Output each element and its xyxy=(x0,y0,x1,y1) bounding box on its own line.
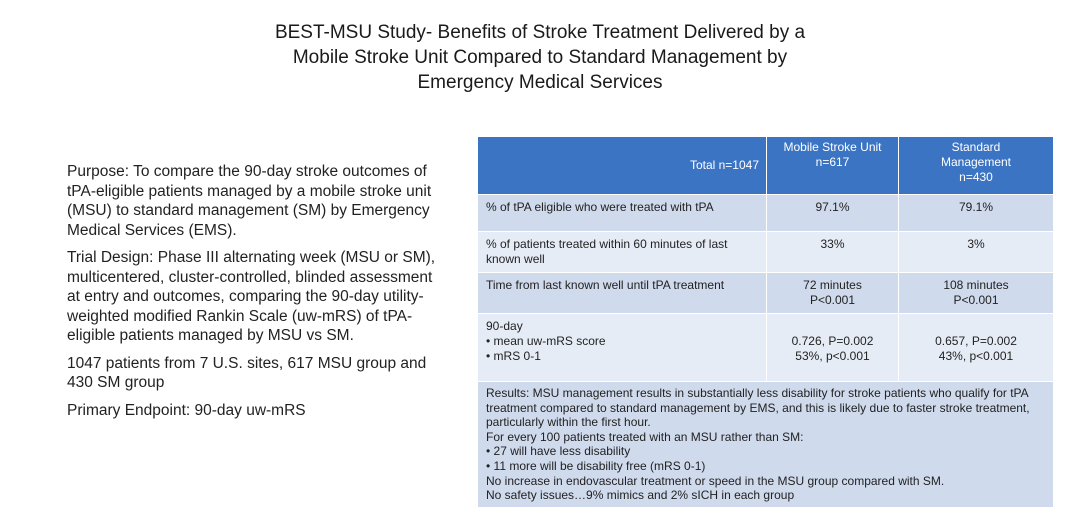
table-header-row xyxy=(478,137,1054,195)
msu-value: 33% xyxy=(767,232,899,273)
row-label: 90-day • mean uw-mRS score • mRS 0-1 xyxy=(478,314,767,382)
sm-value: 79.1% xyxy=(899,195,1054,232)
purpose-text: Purpose: To compare the 90-day stroke outcomes of tPA-eligible patients managed by a mobile stroke unit (MSU) to standard management (SM) by Emergency Medical Services (EMS). xyxy=(67,163,432,239)
results-text: Results: MSU management results in substantially less disability for stroke patients who qualify for tPA treatment compared to standard management by EMS, and this is likely due to faster stroke treatment, particularly within the first hour. For every 100 patients treated with an MSU rather than SM: • 27 will have less disability • 11 more will be disability free (mRS 0-1) No increase in endovascular treatment or speed in the MSU group compared with SM. No safety issues…9% mimics and 2% sICH in each group xyxy=(478,382,1054,508)
sm-value: 3% xyxy=(899,232,1054,273)
msu-value: 0.726, P=0.002 53%, p<0.001 xyxy=(767,314,899,382)
sm-value: 0.657, P=0.002 43%, p<0.001 xyxy=(899,314,1054,382)
patients-text: 1047 patients from 7 U.S. sites, 617 MSU group and 430 SM group xyxy=(67,354,427,391)
title-line-3: Emergency Medical Services xyxy=(417,72,663,93)
row-label: % of tPA eligible who were treated with tPA xyxy=(478,195,767,232)
table-row xyxy=(478,314,1054,382)
header-msu: Mobile Stroke Unit n=617 xyxy=(767,137,899,195)
table-row xyxy=(478,232,1054,273)
results-table xyxy=(477,136,1054,508)
msu-value: 97.1% xyxy=(767,195,899,232)
results-row xyxy=(478,382,1054,508)
header-sm: Standard Management n=430 xyxy=(899,137,1054,195)
sm-value: 108 minutes P<0.001 xyxy=(899,273,1054,314)
table-row xyxy=(478,195,1054,232)
slide-title xyxy=(160,20,920,95)
msu-value: 72 minutes P<0.001 xyxy=(767,273,899,314)
title-line-1: BEST-MSU Study- Benefits of Stroke Treatment Delivered by a xyxy=(274,22,806,43)
header-total: Total n=1047 xyxy=(478,137,767,195)
title-line-2: Mobile Stroke Unit Compared to Standard Management by xyxy=(292,47,788,68)
row-label: Time from last known well until tPA treatment xyxy=(478,273,767,314)
table-row xyxy=(478,273,1054,314)
primary-endpoint-text: Primary Endpoint: 90-day uw-mRS xyxy=(67,401,306,419)
row-label: % of patients treated within 60 minutes of last known well xyxy=(478,232,767,273)
study-description xyxy=(67,162,437,420)
trial-design-text: Trial Design: Phase III alternating week (MSU or SM), multicentered, cluster-controlled, blinded assessment at entry and outcomes, comparing the 90-day utility-weighted modified Rankin Scale (uw-mRS) of tPA-eligible patients managed by MSU vs SM. xyxy=(67,249,436,344)
